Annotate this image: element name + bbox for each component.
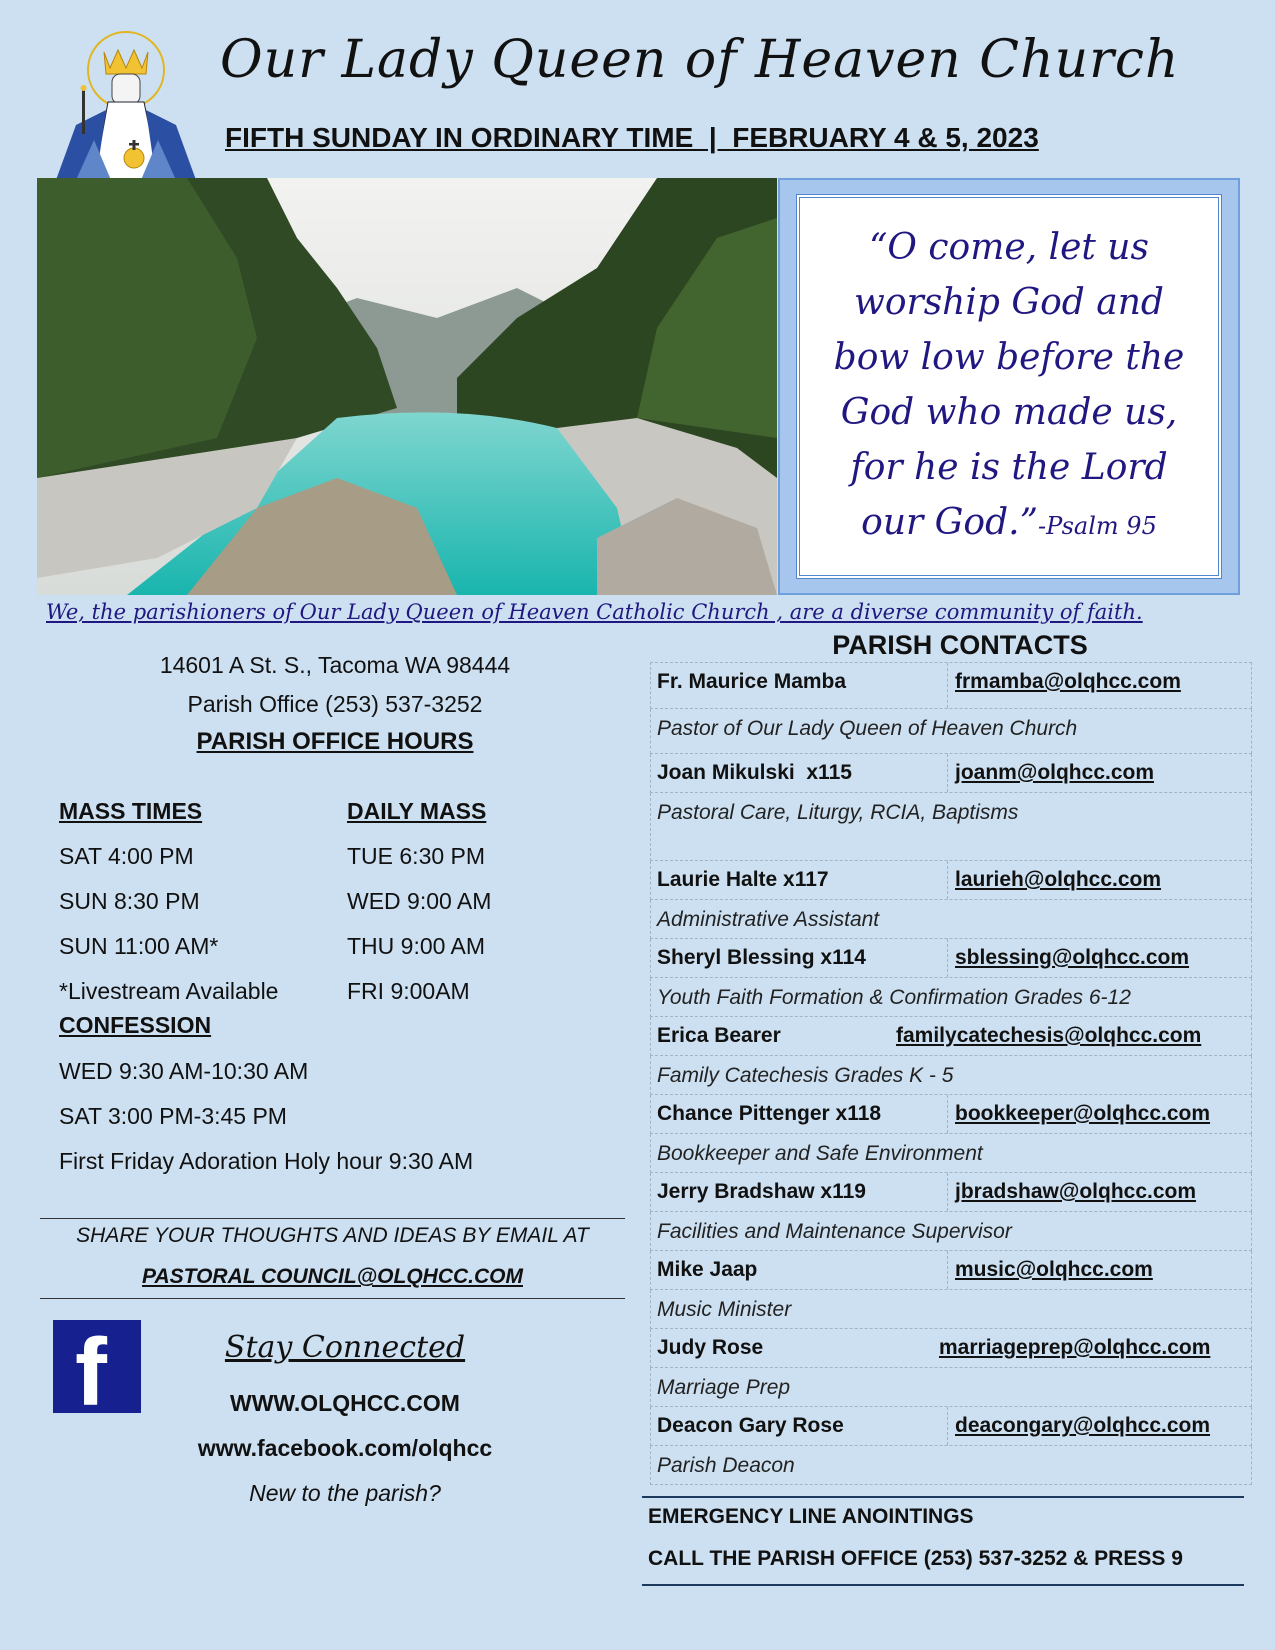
- contact-email-link[interactable]: laurieh@olqhcc.com: [955, 868, 1162, 891]
- scripture-quote-box: [778, 178, 1240, 595]
- contact-name: Jerry Bradshaw x119: [657, 1180, 866, 1203]
- parish-contacts-heading: PARISH CONTACTS: [832, 630, 1088, 660]
- pastoral-council-email-link[interactable]: PASTORAL COUNCIL@OLQHCC.COM: [142, 1265, 523, 1288]
- contact-email-link[interactable]: familycatechesis@olqhcc.com: [896, 1024, 1202, 1047]
- facebook-letter: f: [75, 1319, 107, 1426]
- contact-name-row: [650, 1017, 1252, 1056]
- contact-email-link[interactable]: sblessing@olqhcc.com: [955, 946, 1190, 969]
- contact-role: Marriage Prep: [657, 1376, 791, 1399]
- contact-role: Pastor of Our Lady Queen of Heaven Church: [657, 717, 1078, 740]
- contact-email-link[interactable]: marriageprep@olqhcc.com: [939, 1336, 1211, 1359]
- church-logo: [56, 30, 196, 180]
- divider: [642, 1496, 1244, 1498]
- quote-reference: -Psalm 95: [1038, 512, 1157, 540]
- mass-time-item: SUN 8:30 PM: [59, 888, 200, 914]
- mass-times-heading: MASS TIMES: [59, 798, 203, 824]
- contact-email-link[interactable]: music@olqhcc.com: [955, 1258, 1153, 1281]
- contact-name: Mike Jaap: [657, 1258, 758, 1281]
- quote-line: bow low before the: [833, 337, 1185, 378]
- contact-role-row: [650, 1290, 1252, 1329]
- contact-email-link[interactable]: bookkeeper@olqhcc.com: [955, 1102, 1211, 1125]
- quote-line: worship God and: [854, 282, 1164, 323]
- website-link[interactable]: WWW.OLQHCC.COM: [230, 1390, 460, 1416]
- contact-role-row: [650, 1446, 1252, 1485]
- contact-name-row: [650, 861, 1252, 900]
- cell-divider: [947, 1095, 948, 1133]
- emergency-instructions: CALL THE PARISH OFFICE (253) 537-3252 & PRESS 9: [648, 1547, 1183, 1570]
- contact-role: Youth Faith Formation & Confirmation Grades 6-12: [657, 986, 1131, 1009]
- contact-role: Bookkeeper and Safe Environment: [657, 1142, 983, 1165]
- quote-line: “O come, let us: [869, 227, 1149, 268]
- contact-email-link[interactable]: deacongary@olqhcc.com: [955, 1414, 1211, 1437]
- cell-divider: [947, 1173, 948, 1211]
- contact-name: Sheryl Blessing x114: [657, 946, 866, 969]
- mass-time-item: SAT 4:00 PM: [59, 843, 194, 869]
- facebook-icon[interactable]: [53, 1319, 141, 1426]
- contact-role-row: [650, 1368, 1252, 1407]
- contact-name-row: [650, 1329, 1252, 1368]
- divider: [642, 1584, 1244, 1586]
- confession-heading: CONFESSION: [59, 1012, 212, 1038]
- emergency-heading: EMERGENCY LINE ANOINTINGS: [648, 1505, 974, 1528]
- contact-role-row: [650, 978, 1252, 1017]
- contact-role-row: [650, 709, 1252, 754]
- contact-name: Erica Bearer: [657, 1024, 781, 1047]
- river-landscape-photo: [37, 178, 777, 595]
- confession-item: SAT 3:00 PM-3:45 PM: [59, 1103, 287, 1129]
- contact-role: Family Catechesis Grades K - 5: [657, 1064, 954, 1087]
- contact-role-row: [650, 793, 1252, 861]
- parish-office-phone: Parish Office (253) 537-3252: [187, 691, 483, 717]
- cell-divider: [947, 663, 948, 708]
- contact-role-row: [650, 900, 1252, 939]
- bulletin-date-subtitle: FIFTH SUNDAY IN ORDINARY TIME | FEBRUARY 4 & 5, 2023: [225, 122, 1039, 153]
- contact-role: Parish Deacon: [657, 1454, 795, 1477]
- contacts-table: [650, 662, 1252, 1485]
- contact-name: Chance Pittenger x118: [657, 1102, 882, 1125]
- new-to-parish-text: New to the parish?: [249, 1480, 441, 1506]
- contact-name-row: [650, 1095, 1252, 1134]
- contact-email-link[interactable]: frmamba@olqhcc.com: [955, 670, 1181, 693]
- quote-line: God who made us,: [840, 392, 1178, 433]
- contact-name: Laurie Halte x117: [657, 868, 829, 891]
- office-hours-heading: PARISH OFFICE HOURS: [196, 728, 474, 755]
- contact-email-link[interactable]: joanm@olqhcc.com: [955, 761, 1155, 784]
- facebook-link[interactable]: www.facebook.com/olqhcc: [197, 1435, 493, 1461]
- confession-item: WED 9:30 AM-10:30 AM: [59, 1058, 309, 1084]
- cell-divider: [947, 939, 948, 977]
- contact-name-row: [650, 1407, 1252, 1446]
- contact-role: Facilities and Maintenance Supervisor: [657, 1220, 1012, 1243]
- daily-mass-heading: DAILY MASS: [347, 798, 487, 824]
- daily-mass-item: FRI 9:00AM: [347, 978, 470, 1004]
- contact-name-row: [650, 1251, 1252, 1290]
- quote-frame: [796, 194, 1222, 579]
- contact-role: Administrative Assistant: [657, 908, 880, 931]
- contact-name: Judy Rose: [657, 1336, 764, 1359]
- daily-mass-item: WED 9:00 AM: [347, 888, 492, 914]
- cell-divider: [947, 1407, 948, 1445]
- quote-line: our God.”: [861, 502, 1038, 543]
- church-title: Our Lady Queen of Heaven Church: [220, 30, 1180, 90]
- contact-role: Pastoral Care, Liturgy, RCIA, Baptisms: [657, 801, 1019, 824]
- contact-email-link[interactable]: jbradshaw@olqhcc.com: [955, 1180, 1197, 1203]
- cell-divider: [947, 1251, 948, 1289]
- quote-line: for he is the Lord: [850, 447, 1168, 488]
- contact-name-row: [650, 939, 1252, 978]
- adoration-item: First Friday Adoration Holy hour 9:30 AM: [59, 1148, 474, 1174]
- contact-name-row: [650, 662, 1252, 709]
- contact-name: Fr. Maurice Mamba: [657, 670, 847, 693]
- contact-name: Joan Mikulski x115: [657, 761, 852, 784]
- cell-divider: [947, 861, 948, 899]
- mass-time-note: *Livestream Available: [59, 978, 279, 1004]
- mission-statement: We, the parishioners of Our Lady Queen of Heaven Catholic Church , are a diverse community of faith.: [46, 600, 1143, 624]
- contact-role-row: [650, 1056, 1252, 1095]
- parish-address: 14601 A St. S., Tacoma WA 98444: [159, 652, 511, 678]
- quote-text: [820, 220, 1198, 554]
- contact-role-row: [650, 1212, 1252, 1251]
- mass-time-item: SUN 11:00 AM*: [59, 933, 219, 959]
- daily-mass-item: TUE 6:30 PM: [347, 843, 486, 869]
- contact-role-row: [650, 1134, 1252, 1173]
- contact-name: Deacon Gary Rose: [657, 1414, 844, 1437]
- cell-divider: [947, 754, 948, 792]
- stay-connected-heading: Stay Connected: [224, 1330, 466, 1365]
- share-thoughts-text: SHARE YOUR THOUGHTS AND IDEAS BY EMAIL AT: [76, 1224, 589, 1247]
- contact-role: Music Minister: [657, 1298, 792, 1321]
- contact-name-row: [650, 1173, 1252, 1212]
- daily-mass-item: THU 9:00 AM: [347, 933, 486, 959]
- quote-line-last: [820, 495, 1198, 554]
- divider: [40, 1298, 625, 1299]
- divider: [40, 1218, 625, 1219]
- contact-name-row: [650, 754, 1252, 793]
